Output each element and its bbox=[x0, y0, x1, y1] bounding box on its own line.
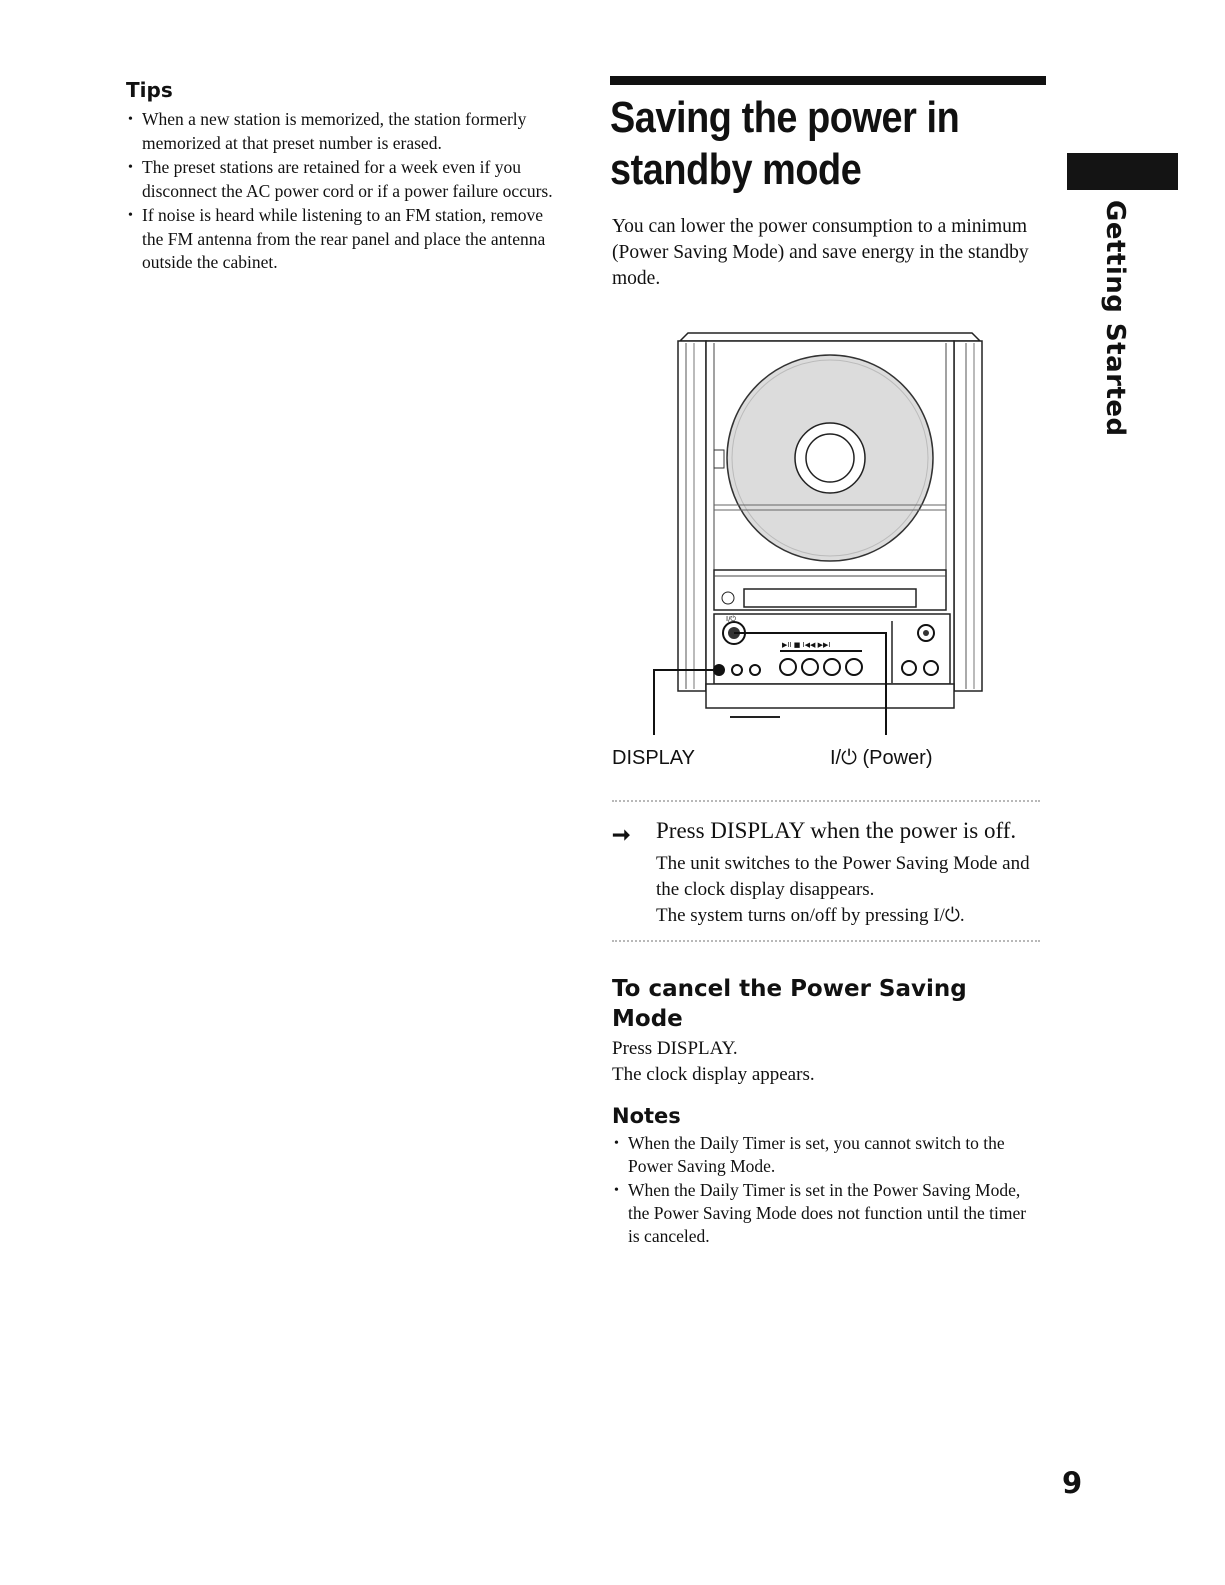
step-details bbox=[656, 851, 1056, 929]
tips-list bbox=[126, 108, 566, 275]
cancel-line: Press DISPLAY. bbox=[612, 1038, 738, 1059]
step-detail-line: The unit switches to the Power Saving Mode and the clock display disappears. bbox=[656, 853, 1030, 900]
note-item: • When the Daily Timer is set, you cannot switch to the Power Saving Mode. bbox=[612, 1132, 1042, 1178]
tip-item: • When a new station is memorized, the station formerly memorized at that preset number is erased. bbox=[126, 108, 566, 155]
step-instruction: Press DISPLAY when the power is off. bbox=[656, 818, 1017, 843]
arrow-icon: ➞ bbox=[612, 822, 631, 847]
cancel-body bbox=[612, 1036, 1032, 1088]
notes-list bbox=[612, 1132, 1042, 1248]
stereo-illustration bbox=[610, 325, 1050, 745]
section-top-rule bbox=[610, 76, 1046, 85]
section-intro: You can lower the power consumption to a minimum (Power Saving Mode) and save energy in the standby mode. bbox=[612, 216, 1029, 289]
cancel-heading: To cancel the Power Saving Mode bbox=[612, 976, 967, 1032]
page-number: 9 bbox=[1062, 1466, 1083, 1500]
svg-text:I/⏻: I/⏻ bbox=[726, 615, 736, 623]
step-bottom-divider bbox=[612, 940, 1040, 942]
step-detail-line: The system turns on/off by pressing I/⏻. bbox=[656, 905, 965, 926]
tips-section bbox=[126, 78, 566, 276]
tip-item: • The preset stations are retained for a week even if you disconnect the AC power cord or if a power failure occurs. bbox=[126, 156, 566, 203]
stereo-figure bbox=[610, 325, 1050, 780]
step-top-divider bbox=[612, 800, 1040, 802]
svg-text:▶II ■ I◀◀ ▶▶I: ▶II ■ I◀◀ ▶▶I bbox=[782, 641, 831, 649]
side-tab-marker bbox=[1067, 153, 1178, 190]
note-item: • When the Daily Timer is set in the Power Saving Mode, the Power Saving Mode does not function until the timer is canceled. bbox=[612, 1179, 1042, 1248]
notes-section bbox=[612, 1132, 1042, 1249]
tip-item: • If noise is heard while listening to an FM station, remove the FM antenna from the rear panel and place the antenna outside the cabinet. bbox=[126, 204, 566, 275]
side-tab-label: Getting Started bbox=[1100, 200, 1130, 437]
cancel-line: The clock display appears. bbox=[612, 1064, 815, 1085]
display-button-label: DISPLAY bbox=[612, 747, 695, 769]
tips-heading: Tips bbox=[126, 78, 173, 102]
notes-heading: Notes bbox=[612, 1104, 681, 1128]
section-title: Saving the power in standby mode bbox=[610, 93, 960, 194]
power-button-label: I/⏻ (Power) bbox=[830, 747, 933, 769]
